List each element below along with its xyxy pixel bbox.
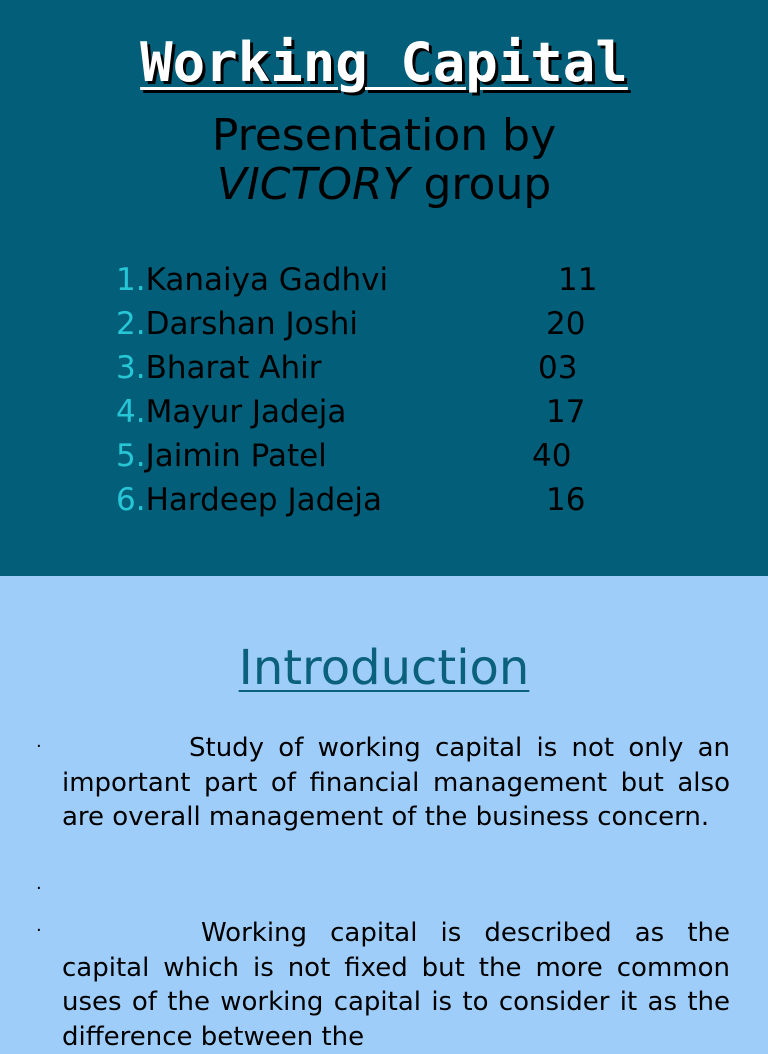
member-number: 1. xyxy=(116,262,146,298)
intro-paragraph: Study of working capital is not only an important part of financial management but also are overall management of the business concern. xyxy=(62,733,730,832)
member-name: Mayur Jadeja xyxy=(145,394,347,430)
member-roll: 20 xyxy=(546,306,586,342)
slide-title-heading: Working Capital xyxy=(140,31,628,94)
member-number: 4. xyxy=(116,394,146,430)
member-number: 5. xyxy=(116,438,146,474)
member-roll: 11 xyxy=(558,262,598,298)
bullet-marker: · xyxy=(36,736,42,757)
member-name: Kanaiya Gadhvi xyxy=(145,262,389,298)
member-name: Jaimin Patel xyxy=(145,438,327,474)
member-roll: 03 xyxy=(538,350,578,386)
group-line xyxy=(0,159,768,211)
group-suffix: group xyxy=(409,159,552,210)
member-number: 3. xyxy=(116,350,146,386)
member-name: Hardeep Jadeja xyxy=(145,482,382,518)
bullet-marker: · xyxy=(36,878,42,899)
member-name: Darshan Joshi xyxy=(145,306,359,342)
member-row xyxy=(116,480,636,524)
intro-paragraph: Working capital is described as the capital which is not fixed but the more common uses of the working capital is to consider it as the difference between the xyxy=(62,918,730,1052)
member-row xyxy=(116,392,636,436)
member-roll: 16 xyxy=(546,482,586,518)
member-row xyxy=(116,348,636,392)
presentation-by-line: Presentation by xyxy=(211,110,557,161)
member-row xyxy=(116,436,636,480)
member-name: Bharat Ahir xyxy=(145,350,322,386)
member-row xyxy=(116,304,636,348)
member-row xyxy=(116,260,636,304)
bullet-marker: · xyxy=(36,920,42,941)
member-number: 6. xyxy=(116,482,146,518)
introduction-heading: Introduction xyxy=(238,640,530,696)
slide-introduction xyxy=(0,576,768,1052)
member-number: 2. xyxy=(116,306,146,342)
member-roll: 17 xyxy=(546,394,586,430)
member-roll: 40 xyxy=(532,438,572,474)
group-name: VICTORY xyxy=(216,159,410,210)
